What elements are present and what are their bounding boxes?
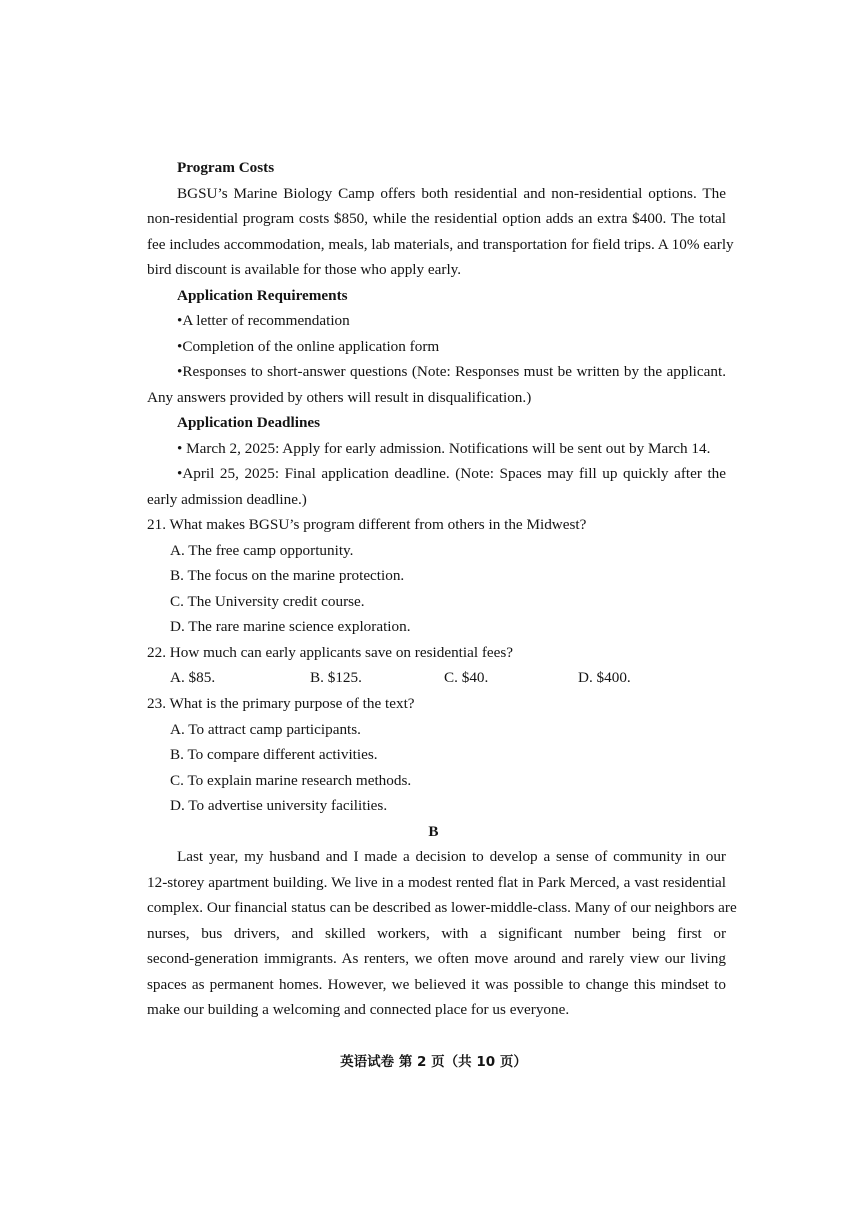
question-22-option-d: D. $400. [578, 669, 631, 686]
paragraph-line: BGSU’s Marine Biology Camp offers both residential and non-residential options. The [177, 185, 726, 202]
question-23-option-c: C. To explain marine research methods. [170, 772, 412, 789]
bullet-item-continuation: early admission deadline.) [147, 491, 307, 508]
bullet-item-continuation: Any answers provided by others will result in disqualification.) [147, 389, 532, 406]
question-21-option-c: C. The University credit course. [170, 593, 365, 610]
question-22-option-a: A. $85. [170, 669, 216, 686]
question-21-option-b: B. The focus on the marine protection. [170, 567, 405, 584]
question-22-option-c: C. $40. [444, 669, 489, 686]
bullet-item: • March 2, 2025: Apply for early admission. Notifications will be sent out by March 14. [177, 440, 711, 457]
section-heading-application-requirements: Application Requirements [177, 287, 348, 304]
section-heading-program-costs: Program Costs [177, 159, 275, 176]
section-heading-application-deadlines: Application Deadlines [177, 414, 321, 431]
bullet-item: •Completion of the online application form [177, 338, 440, 355]
question-22-stem: 22. How much can early applicants save on residential fees? [147, 644, 514, 661]
question-23-option-b: B. To compare different activities. [170, 746, 378, 763]
paragraph-line: make our building a welcoming and connected place for us everyone. [147, 1001, 570, 1018]
bullet-item: •A letter of recommendation [177, 312, 350, 329]
bullet-item: •Responses to short-answer questions (Note: Responses must be written by the applicant. [177, 363, 726, 380]
paragraph-line: non-residential program costs $850, while the residential option adds an extra $400. The total [147, 210, 726, 227]
paragraph-line: second-generation immigrants. As renters, we often move around and rarely view our living [147, 950, 726, 967]
question-21-option-d: D. The rare marine science exploration. [170, 618, 411, 635]
page-footer: 英语试卷 第 2 页（共 10 页） [340, 1054, 527, 1070]
section-b-label: B [428, 823, 439, 840]
question-21-stem: 21. What makes BGSU’s program different from others in the Midwest? [147, 516, 587, 533]
question-23-option-d: D. To advertise university facilities. [170, 797, 388, 814]
paragraph-line: complex. Our financial status can be described as lower-middle-class. Many of our neighbors are [147, 899, 737, 916]
bullet-item: •April 25, 2025: Final application deadline. (Note: Spaces may fill up quickly after the [177, 465, 726, 482]
paragraph-line: fee includes accommodation, meals, lab materials, and transportation for field trips. A 10% early [147, 236, 734, 253]
paragraph-line: 12-storey apartment building. We live in a modest rented flat in Park Merced, a vast residential [147, 874, 726, 891]
paragraph-line: nurses, bus drivers, and skilled workers, with a significant number being first or [147, 925, 726, 942]
question-21-option-a: A. The free camp opportunity. [170, 542, 354, 559]
paragraph-line: Last year, my husband and I made a decision to develop a sense of community in our [177, 848, 726, 865]
question-22-option-b: B. $125. [310, 669, 362, 686]
question-23-option-a: A. To attract camp participants. [170, 721, 361, 738]
paragraph-line: bird discount is available for those who apply early. [147, 261, 462, 278]
question-23-stem: 23. What is the primary purpose of the text? [147, 695, 415, 712]
paragraph-line: spaces as permanent homes. However, we believed it was possible to change this mindset to [147, 976, 726, 993]
